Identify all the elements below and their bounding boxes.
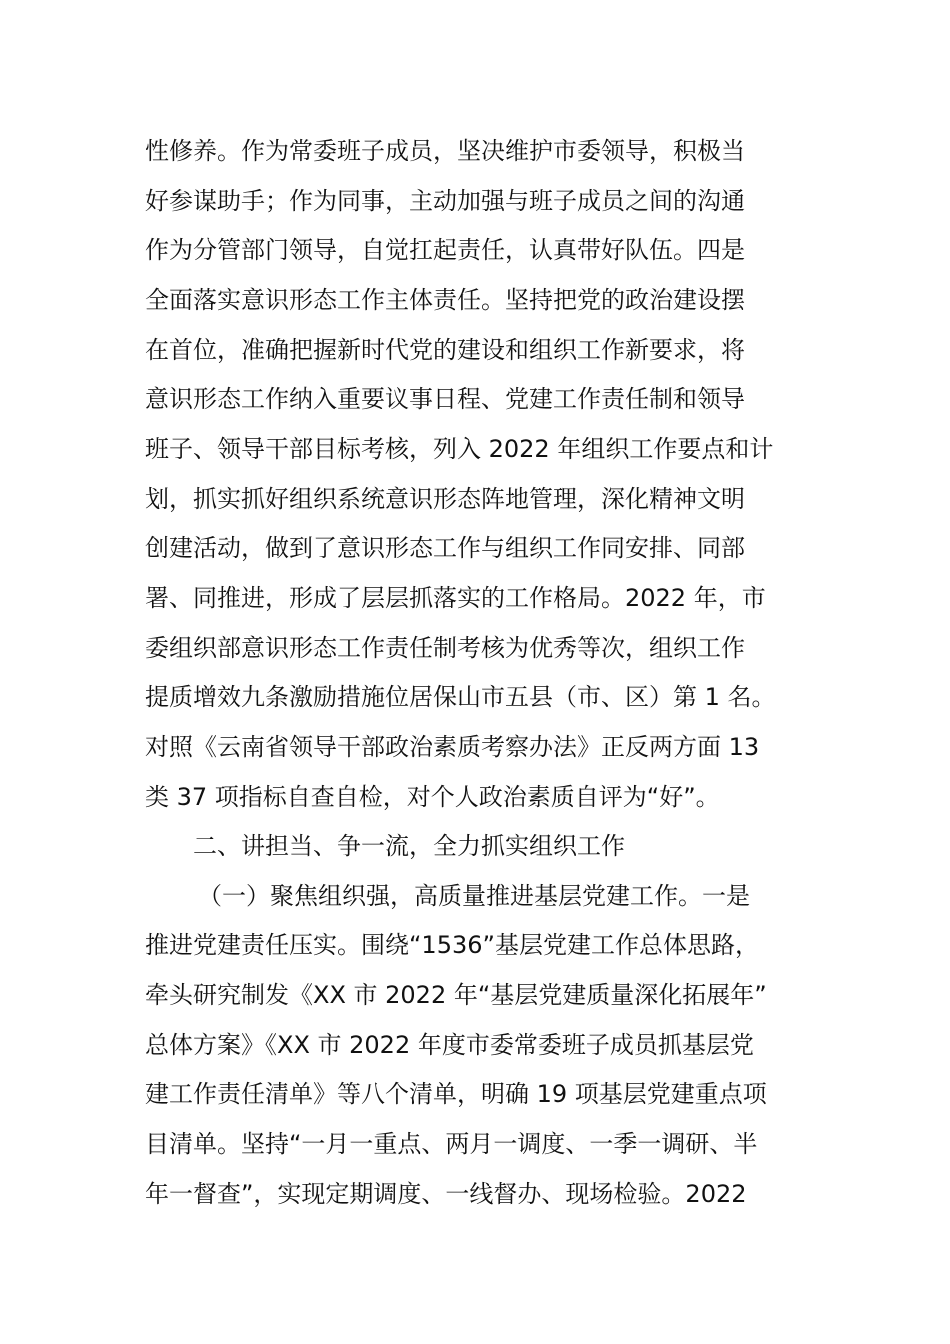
body-text-line: 提质增效九条激励措施位居保山市五县（市、区）第 1 名。 <box>145 683 776 711</box>
body-text-line: 全面落实意识形态工作主体责任。坚持把党的政治建设摆 <box>145 286 745 314</box>
body-text-line: 性修养。作为常委班子成员，坚决维护市委领导，积极当 <box>145 137 745 165</box>
body-text-line: 推进党建责任压实。围绕“1536”基层党建工作总体思路， <box>145 931 759 959</box>
body-text-line: 牵头研究制发《XX 市 2022 年“基层党建质量深化拓展年” <box>145 981 767 1009</box>
body-text-line: 在首位，准确把握新时代党的建设和组织工作新要求，将 <box>145 336 745 364</box>
body-text-line: 目清单。坚持“一月一重点、两月一调度、一季一调研、半 <box>145 1130 758 1158</box>
body-text-line: 作为分管部门领导，自觉扛起责任，认真带好队伍。四是 <box>145 236 745 264</box>
section-heading: 二、讲担当、争一流，全力抓实组织工作 <box>193 832 625 860</box>
body-text-line: 创建活动，做到了意识形态工作与组织工作同安排、同部 <box>145 534 745 562</box>
body-text-line: 总体方案》《XX 市 2022 年度市委常委班子成员抓基层党 <box>145 1031 754 1059</box>
subsection-heading-line: （一）聚焦组织强，高质量推进基层党建工作。一是 <box>198 882 750 910</box>
body-text-line: 好参谋助手；作为同事，主动加强与班子成员之间的沟通 <box>145 187 745 215</box>
body-text-line: 署、同推进，形成了层层抓落实的工作格局。2022 年，市 <box>145 584 766 612</box>
body-text-line: 划，抓实抓好组织系统意识形态阵地管理，深化精神文明 <box>145 485 745 513</box>
body-text-line: 班子、领导干部目标考核，列入 2022 年组织工作要点和计 <box>145 435 774 463</box>
body-text-line: 委组织部意识形态工作责任制考核为优秀等次，组织工作 <box>145 634 745 662</box>
body-text-line: 类 37 项指标自查自检，对个人政治素质自评为“好”。 <box>145 783 720 811</box>
body-text-line: 对照《云南省领导干部政治素质考察办法》正反两方面 13 <box>145 733 760 761</box>
body-text-line: 建工作责任清单》等八个清单，明确 19 项基层党建重点项 <box>145 1080 767 1108</box>
body-text-line: 年一督查”，实现定期调度、一线督办、现场检验。2022 <box>145 1180 747 1208</box>
body-text-line: 意识形态工作纳入重要议事日程、党建工作责任制和领导 <box>145 385 745 413</box>
